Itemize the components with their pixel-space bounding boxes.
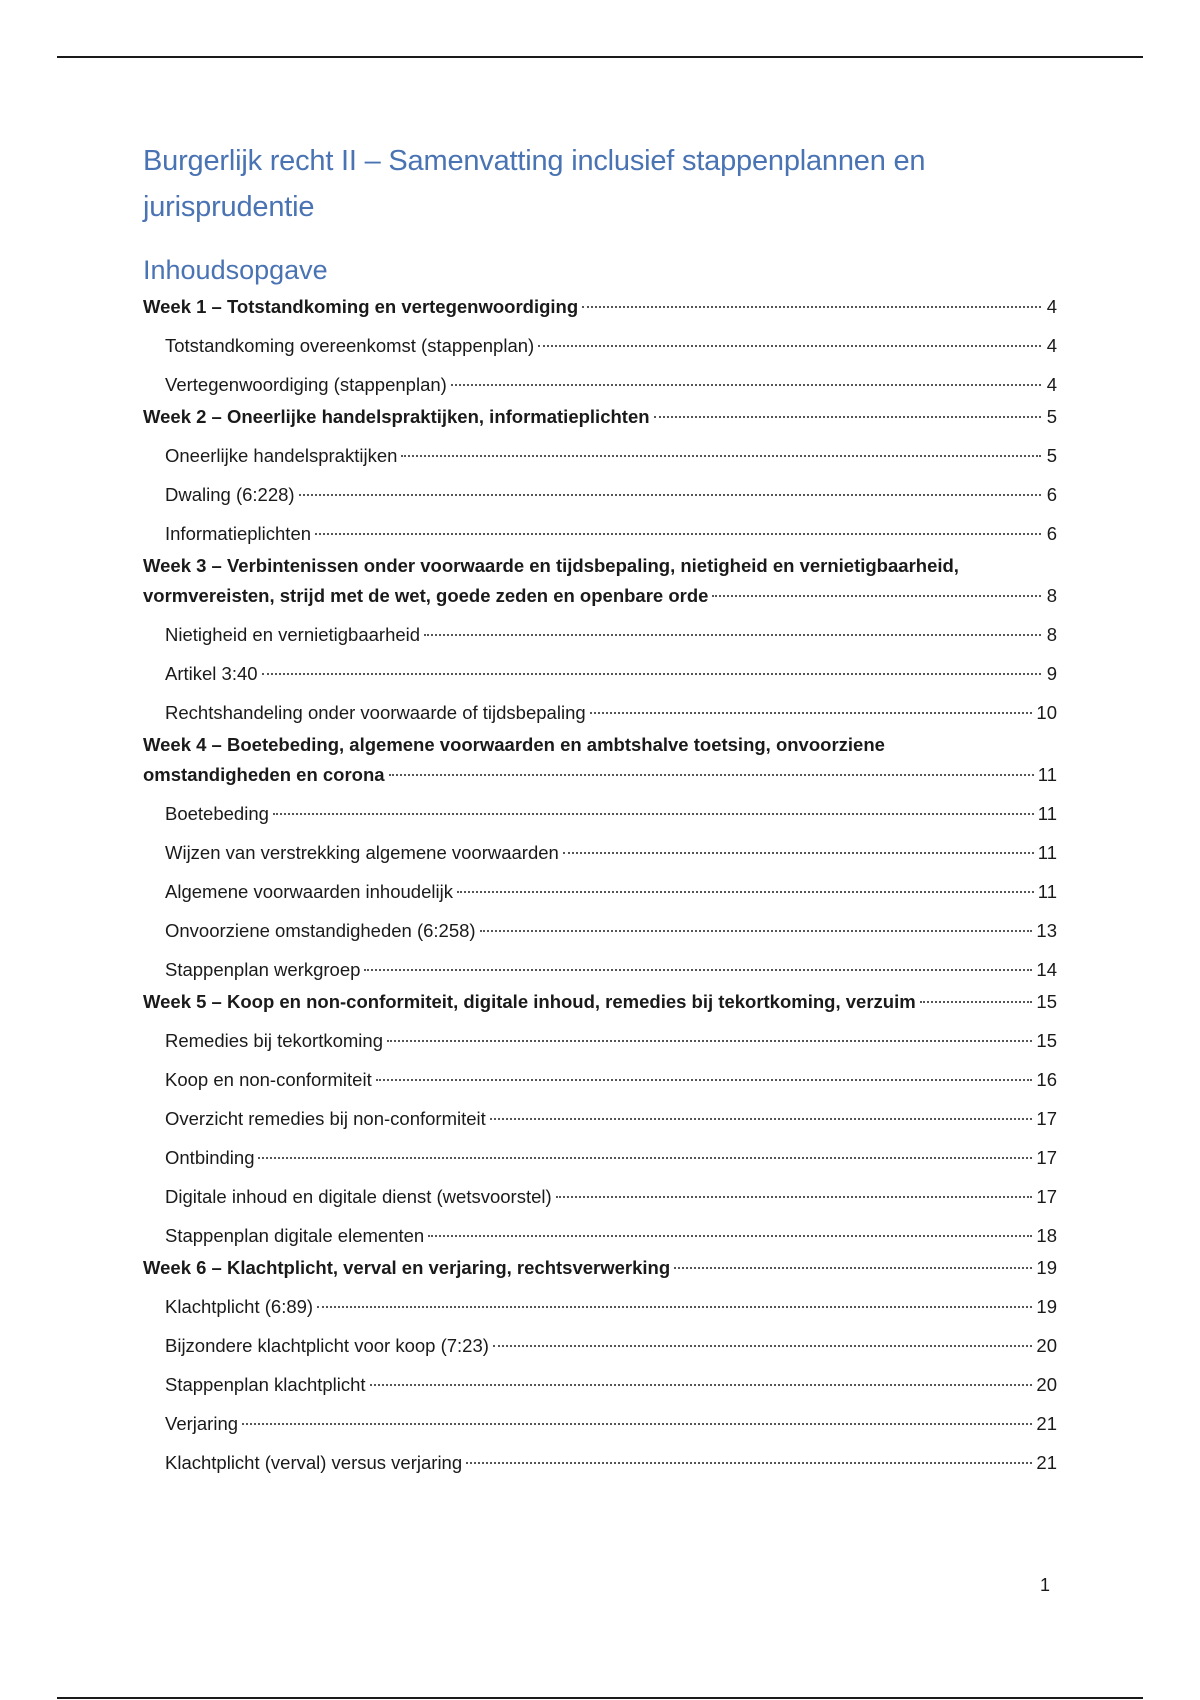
toc-page-number: 4 (1046, 296, 1057, 317)
toc-page-number: 21 (1036, 1413, 1057, 1434)
toc-page-number: 11 (1037, 803, 1057, 824)
toc-leader-dots (299, 494, 1041, 496)
toc-page-number: 18 (1036, 1225, 1057, 1246)
toc-leader-dots (424, 634, 1041, 636)
document-title-line-1: Burgerlijk recht II – Samenvatting inclusief stappenplannen en (143, 145, 926, 177)
toc-leader-dots (674, 1267, 1032, 1269)
toc-page-number: 4 (1046, 335, 1057, 356)
toc-entry-week[interactable] (143, 730, 1057, 790)
toc-entry-week[interactable] (143, 1253, 1057, 1283)
toc-entry-text: Stappenplan digitale elementen (165, 1225, 425, 1246)
toc-entry-text: Artikel 3:40 (165, 663, 258, 684)
toc-page-number: 17 (1036, 1108, 1057, 1129)
toc-page-number: 19 (1036, 1296, 1057, 1317)
toc-leader-dots (538, 345, 1041, 347)
toc-page-number: 17 (1036, 1186, 1057, 1207)
toc-entry-text: Digitale inhoud en digitale dienst (wetsvoorstel) (165, 1186, 552, 1207)
toc-entry-section[interactable] (143, 955, 1057, 985)
toc-entry-week[interactable] (143, 402, 1057, 432)
document-title (143, 138, 1057, 230)
toc-entry-week[interactable] (143, 987, 1057, 1017)
table-of-contents (143, 292, 1057, 1478)
toc-entry-section[interactable] (143, 1182, 1057, 1212)
toc-entry-section[interactable] (143, 331, 1057, 361)
toc-entry-text: Bijzondere klachtplicht voor koop (7:23) (165, 1335, 489, 1356)
toc-entry-text: Onvoorziene omstandigheden (6:258) (165, 920, 476, 941)
toc-entry-week[interactable] (143, 551, 1057, 611)
toc-page-number: 14 (1036, 959, 1057, 980)
toc-entry-text-line-1: Week 4 – Boetebeding, algemene voorwaarden en ambtshalve toetsing, onvoorziene (143, 734, 885, 755)
toc-leader-dots (582, 306, 1041, 308)
toc-entry-section[interactable] (143, 838, 1057, 868)
toc-page-number: 10 (1036, 702, 1057, 723)
toc-entry-section[interactable] (143, 370, 1057, 400)
toc-page-number: 11 (1037, 764, 1057, 785)
toc-entry-text: Week 1 – Totstandkoming en vertegenwoordiging (143, 296, 579, 317)
toc-entry-section[interactable] (143, 1370, 1057, 1400)
toc-entry-week[interactable] (143, 292, 1057, 322)
toc-entry-section[interactable] (143, 1065, 1057, 1095)
toc-page-number: 4 (1046, 374, 1057, 395)
toc-entry-text: Vertegenwoordiging (stappenplan) (165, 374, 447, 395)
toc-leader-dots (466, 1462, 1032, 1464)
document-body (143, 138, 1057, 1478)
page-number: 1 (1040, 1575, 1051, 1595)
toc-page-number: 15 (1036, 1030, 1057, 1051)
toc-entry-text: vormvereisten, strijd met de wet, goede zeden en openbare orde (143, 585, 709, 606)
toc-leader-dots (428, 1235, 1032, 1237)
toc-entry-text: Klachtplicht (6:89) (165, 1296, 314, 1317)
toc-heading: Inhoudsopgave (143, 255, 328, 285)
document-title-line-2: jurisprudentie (143, 191, 315, 223)
toc-page-number: 5 (1046, 445, 1057, 466)
toc-leader-dots (493, 1345, 1033, 1347)
toc-entry-text: Overzicht remedies bij non-conformiteit (165, 1108, 486, 1129)
toc-entry-section[interactable] (143, 916, 1057, 946)
toc-page-number: 13 (1036, 920, 1057, 941)
toc-leader-dots (370, 1384, 1033, 1386)
toc-entry-text: Nietigheid en vernietigbaarheid (165, 624, 421, 645)
toc-leader-dots (364, 969, 1032, 971)
toc-leader-dots (273, 813, 1034, 815)
toc-leader-dots (480, 930, 1033, 932)
toc-leader-dots (451, 384, 1041, 386)
toc-leader-dots (258, 1157, 1032, 1159)
toc-leader-dots (317, 1306, 1032, 1308)
toc-leader-dots (556, 1196, 1033, 1198)
toc-entry-text: Informatieplichten (165, 523, 312, 544)
toc-entry-section[interactable] (143, 1104, 1057, 1134)
toc-page-number: 5 (1046, 406, 1057, 427)
toc-entry-text: Remedies bij tekortkoming (165, 1030, 383, 1051)
toc-leader-dots (920, 1001, 1033, 1003)
toc-entry-text-line-1: Week 3 – Verbintenissen onder voorwaarde en tijdsbepaling, nietigheid en vernietigbaarheid, (143, 555, 959, 576)
toc-entry-section[interactable] (143, 877, 1057, 907)
toc-entry-text: Week 2 – Oneerlijke handelspraktijken, informatieplichten (143, 406, 650, 427)
toc-page-number: 8 (1046, 624, 1057, 645)
toc-leader-dots (376, 1079, 1033, 1081)
toc-entry-text: omstandigheden en corona (143, 764, 385, 785)
toc-entry-text: Wijzen van verstrekking algemene voorwaarden (165, 842, 559, 863)
toc-page-number: 6 (1046, 484, 1057, 505)
toc-entry-text: Week 6 – Klachtplicht, verval en verjaring, rechtsverwerking (143, 1257, 671, 1278)
toc-leader-dots (315, 533, 1041, 535)
toc-entry-section[interactable] (143, 659, 1057, 689)
toc-entry-text: Verjaring (165, 1413, 239, 1434)
toc-leader-dots (457, 891, 1034, 893)
toc-leader-dots (242, 1423, 1032, 1425)
toc-entry-section[interactable] (143, 1448, 1057, 1478)
toc-page-number: 21 (1036, 1452, 1057, 1473)
toc-leader-dots (654, 416, 1041, 418)
toc-entry-section[interactable] (143, 1292, 1057, 1322)
toc-page-number: 20 (1036, 1335, 1057, 1356)
toc-entry-section[interactable] (143, 1026, 1057, 1056)
toc-page-number: 9 (1046, 663, 1057, 684)
toc-entry-text: Rechtshandeling onder voorwaarde of tijdsbepaling (165, 702, 586, 723)
toc-leader-dots (387, 1040, 1032, 1042)
toc-entry-section[interactable] (143, 1409, 1057, 1439)
toc-leader-dots (490, 1118, 1033, 1120)
toc-entry-text: Dwaling (6:228) (165, 484, 295, 505)
toc-page-number: 11 (1037, 881, 1057, 902)
toc-entry-text: Totstandkoming overeenkomst (stappenplan) (165, 335, 535, 356)
toc-leader-dots (712, 595, 1041, 597)
toc-leader-dots (401, 455, 1041, 457)
toc-entry-section[interactable] (143, 480, 1057, 510)
toc-page-number: 16 (1036, 1069, 1057, 1090)
toc-page-number: 20 (1036, 1374, 1057, 1395)
toc-entry-section[interactable] (143, 1331, 1057, 1361)
toc-entry-text: Stappenplan klachtplicht (165, 1374, 366, 1395)
toc-leader-dots (262, 673, 1041, 675)
toc-page-number: 17 (1036, 1147, 1057, 1168)
toc-entry-text: Boetebeding (165, 803, 269, 824)
toc-entry-text: Week 5 – Koop en non-conformiteit, digitale inhoud, remedies bij tekortkoming, verzuim (143, 991, 916, 1012)
toc-entry-text: Klachtplicht (verval) versus verjaring (165, 1452, 463, 1473)
toc-leader-dots (590, 712, 1033, 714)
toc-entry-section[interactable] (143, 1221, 1057, 1251)
header-rule (57, 56, 1143, 58)
toc-entry-section[interactable] (143, 799, 1057, 829)
toc-entry-text: Oneerlijke handelspraktijken (165, 445, 398, 466)
toc-leader-dots (563, 852, 1034, 854)
toc-entry-section[interactable] (143, 441, 1057, 471)
toc-entry-text: Koop en non-conformiteit (165, 1069, 372, 1090)
footer-rule (57, 1697, 1143, 1699)
toc-entry-text: Algemene voorwaarden inhoudelijk (165, 881, 453, 902)
toc-leader-dots (389, 774, 1034, 776)
toc-entry-section[interactable] (143, 1143, 1057, 1173)
toc-entry-text: Stappenplan werkgroep (165, 959, 361, 980)
toc-page-number: 19 (1036, 1257, 1057, 1278)
toc-entry-section[interactable] (143, 620, 1057, 650)
toc-page-number: 11 (1037, 842, 1057, 863)
toc-page-number: 6 (1046, 523, 1057, 544)
toc-entry-section[interactable] (143, 698, 1057, 728)
toc-entry-text: Ontbinding (165, 1147, 255, 1168)
toc-page-number: 15 (1036, 991, 1057, 1012)
toc-page-number: 8 (1046, 585, 1057, 606)
toc-entry-section[interactable] (143, 519, 1057, 549)
